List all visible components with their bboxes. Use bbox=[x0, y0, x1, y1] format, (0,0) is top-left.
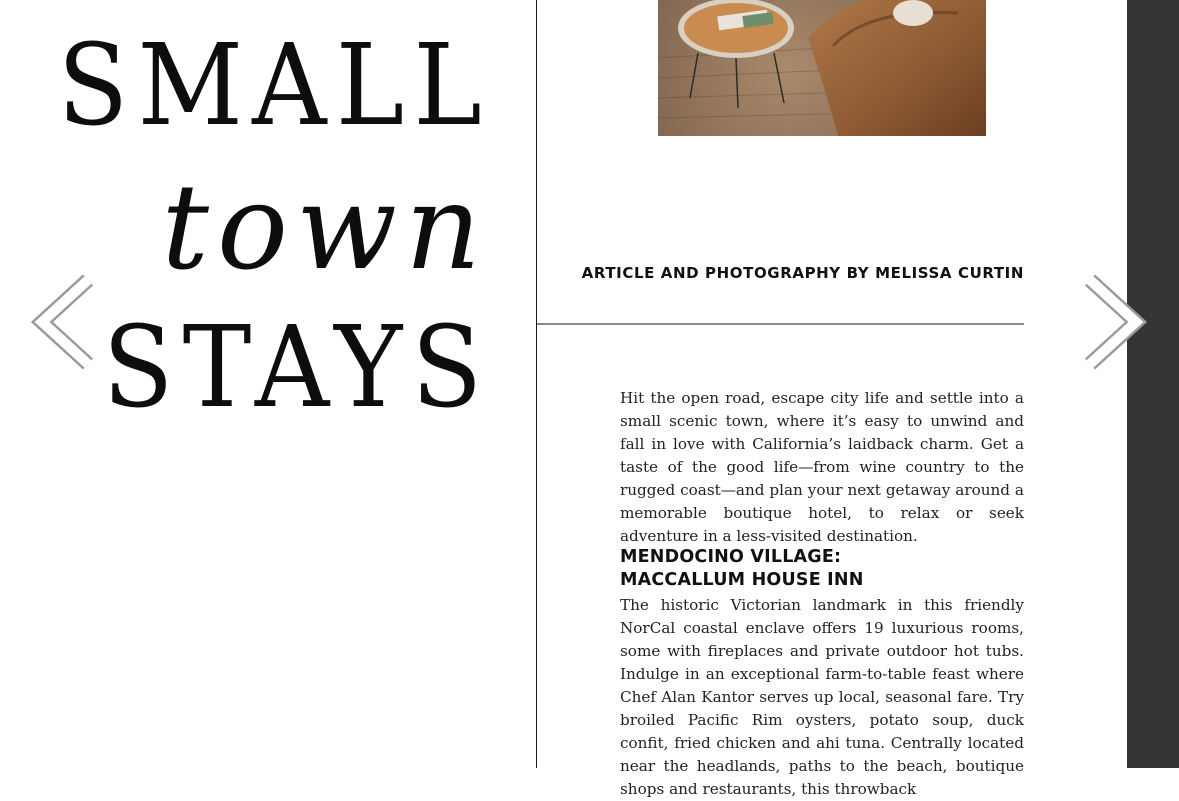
chevron-left-icon bbox=[28, 272, 98, 372]
title-line-stays: STAYS bbox=[102, 303, 491, 433]
section-body: The historic Victorian landmark in this friendly NorCal coastal enclave offers 19 luxurious rooms, some with fireplaces and private outdoor hot tubs. Indulge in an exceptional farm-to-table feast where Chef Alan Kantor serves up local, seasonal fare. Try broiled Pacific Rim oysters, potato soup, duck confit, fried chicken and ahi tuna. Centrally located near the headlands, paths to the beach, boutique shops and restaurants, this throwback bbox=[620, 596, 1024, 798]
next-page-button[interactable] bbox=[1076, 272, 1146, 372]
page-spine bbox=[536, 0, 537, 768]
left-page bbox=[0, 0, 537, 768]
article-byline: ARTICLE AND PHOTOGRAPHY BY MELISSA CURTIN bbox=[581, 264, 1024, 282]
title-line-small: SMALL bbox=[57, 21, 491, 151]
title-line-town: town bbox=[161, 158, 489, 296]
hotel-lounge-photo bbox=[658, 0, 986, 136]
viewer-edge bbox=[1127, 0, 1179, 768]
byline-divider bbox=[537, 323, 1024, 325]
chevron-right-icon bbox=[1076, 272, 1146, 372]
section-heading bbox=[620, 546, 864, 592]
section-heading-line1: MENDOCINO VILLAGE: bbox=[620, 547, 842, 567]
section-heading-line2: MACCALLUM HOUSE INN bbox=[620, 570, 864, 590]
previous-page-button[interactable] bbox=[28, 272, 98, 372]
intro-paragraph: Hit the open road, escape city life and settle into a small scenic town, where it’s easy to unwind and fall in love with California’s laidback charm. Get a taste of the good life—from wine country to the rugged coast—and plan your next getaway around a memorable boutique hotel, to relax or seek adventure in a less-visited destination. bbox=[620, 389, 1024, 545]
